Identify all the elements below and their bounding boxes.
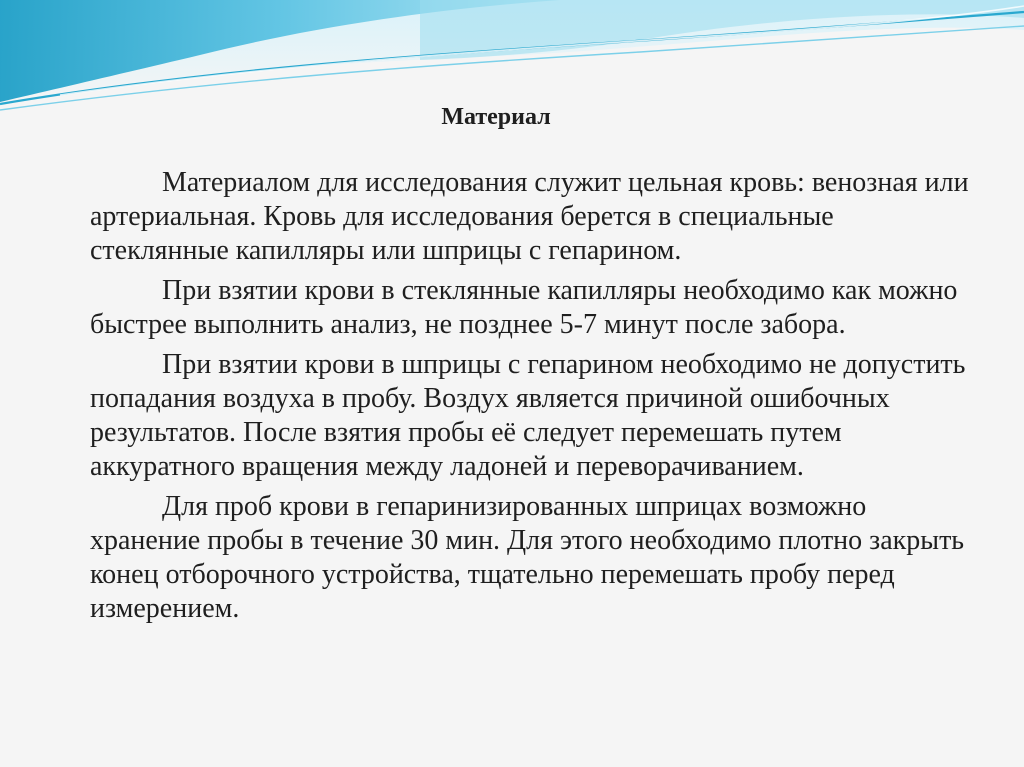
paragraph-3: При взятии крови в шприцы с гепарином необходимо не допустить попадания воздуха в пробу. Воздух является причиной ошибочных результатов. После взятия пробы её следует перемешать путем аккуратного вращения между ладоней и переворачиванием. xyxy=(90,349,966,482)
decorative-wave-header xyxy=(0,0,1024,115)
body-text xyxy=(90,166,970,632)
paragraph-4: Для проб крови в гепаринизированных шприцах возможно хранение пробы в течение 30 мин. Для этого необходимо плотно закрыть конец отборочного устройства, тщательно перемешать пробу перед измерением. xyxy=(90,491,965,624)
paragraph-2: При взятии крови в стеклянные капилляры необходимо как можно быстрее выполнить анализ, не позднее 5-7 минут после забора. xyxy=(90,275,958,340)
paragraph-1: Материалом для исследования служит цельная кровь: венозная или артериальная. Кровь для исследования берется в специальные стеклянные капилляры или шприцы с гепарином. xyxy=(90,167,969,266)
slide-title: Материал xyxy=(441,104,551,130)
